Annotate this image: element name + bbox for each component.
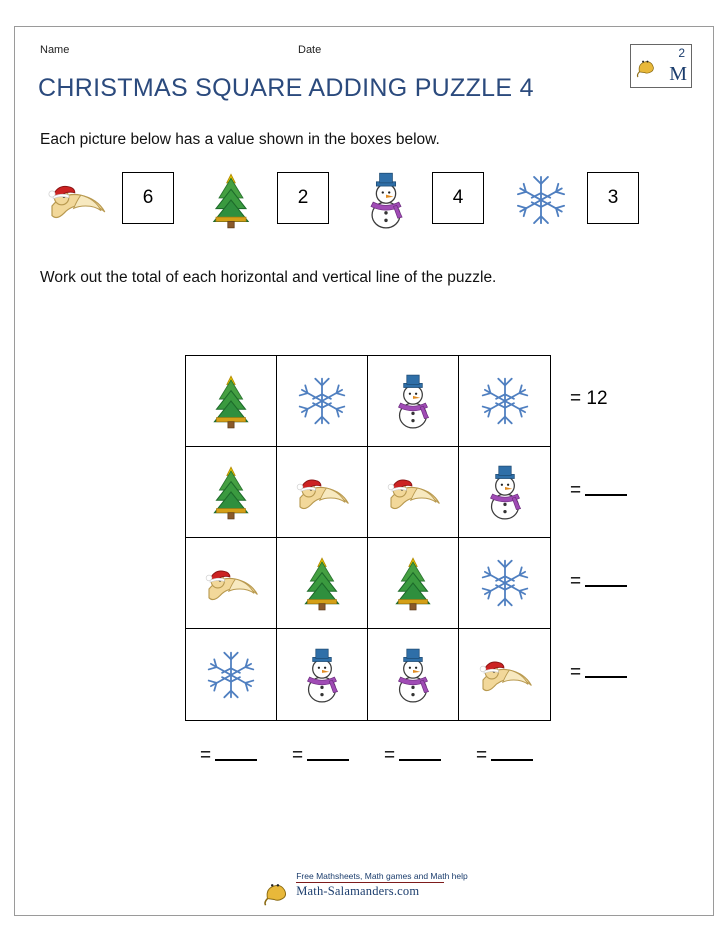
row-total-text: = <box>570 662 582 683</box>
column-total-text: = <box>476 745 488 766</box>
row-total-3[interactable] <box>570 570 627 593</box>
row-total-1 <box>570 388 608 410</box>
math-salamanders-logo <box>630 44 692 88</box>
snowman-icon <box>350 170 422 230</box>
column-total-2[interactable] <box>292 744 349 767</box>
column-total-text: = <box>384 745 396 766</box>
name-label: Name <box>40 44 70 56</box>
instruction-line-2: Work out the total of each horizontal and vertical line of the puzzle. <box>40 269 497 286</box>
column-total-text: = <box>292 745 304 766</box>
snowman-icon <box>386 372 440 430</box>
value-key-row <box>40 170 660 232</box>
snowman-icon <box>478 463 532 521</box>
snowflake-icon <box>476 372 534 430</box>
worm-icon <box>472 647 538 702</box>
answer-blank[interactable] <box>399 744 441 761</box>
grid-cell <box>186 538 277 629</box>
date-label: Date <box>298 44 322 56</box>
row-total-text: = <box>570 571 582 592</box>
footer-divider <box>296 882 444 883</box>
column-total-1[interactable] <box>200 744 257 767</box>
key-item-worm <box>40 170 190 232</box>
salamander-icon <box>260 874 292 908</box>
answer-blank[interactable] <box>585 570 627 587</box>
snowflake-icon <box>293 372 351 430</box>
column-total-4[interactable] <box>476 744 533 767</box>
footer-site-name: Math-Salamanders.com <box>296 884 420 899</box>
salamander-icon <box>635 50 657 82</box>
footer-tagline: Free Mathsheets, Math games and Math help <box>296 871 468 881</box>
grid-cell <box>277 629 368 720</box>
key-item-christmas-tree <box>195 170 345 232</box>
grid-cell <box>368 447 459 538</box>
answer-blank[interactable] <box>585 661 627 678</box>
snowflake-icon <box>202 646 260 704</box>
worm-icon <box>289 465 355 520</box>
christmas-tree-icon <box>205 463 257 521</box>
grid-cell <box>368 629 459 720</box>
christmas-tree-icon <box>195 170 267 230</box>
page-title: CHRISTMAS SQUARE ADDING PUZZLE 4 <box>38 74 534 102</box>
grid-cell <box>459 447 550 538</box>
grid-cell <box>186 629 277 720</box>
snowman-icon <box>295 646 349 704</box>
logo-m-letter: M <box>669 63 687 85</box>
grid-cell <box>459 356 550 447</box>
grid-cell <box>368 356 459 447</box>
column-total-text: = <box>200 745 212 766</box>
grid-cell <box>459 629 550 720</box>
worm-icon <box>40 170 112 230</box>
key-value-box: 2 <box>277 172 329 224</box>
worm-icon <box>380 465 446 520</box>
answer-blank[interactable] <box>585 479 627 496</box>
snowman-icon <box>386 646 440 704</box>
column-total-3[interactable] <box>384 744 441 767</box>
row-total-text: = 12 <box>570 388 608 409</box>
row-total-4[interactable] <box>570 661 627 684</box>
grid-cell <box>368 538 459 629</box>
key-item-snowman <box>350 170 500 232</box>
grid-cell <box>459 538 550 629</box>
answer-blank[interactable] <box>307 744 349 761</box>
key-value-box: 6 <box>122 172 174 224</box>
instruction-line-1: Each picture below has a value shown in the boxes below. <box>40 131 440 148</box>
logo-grade-number: 2 <box>678 46 685 60</box>
row-total-text: = <box>570 480 582 501</box>
christmas-tree-icon <box>296 554 348 612</box>
christmas-tree-icon <box>387 554 439 612</box>
answer-blank[interactable] <box>215 744 257 761</box>
worm-icon <box>198 556 264 611</box>
grid-cell <box>277 447 368 538</box>
answer-blank[interactable] <box>491 744 533 761</box>
key-value-box: 3 <box>587 172 639 224</box>
footer <box>0 872 728 900</box>
puzzle-grid <box>185 355 551 721</box>
grid-cell <box>186 356 277 447</box>
grid-cell <box>186 447 277 538</box>
key-item-snowflake <box>505 170 655 232</box>
snowflake-icon <box>476 554 534 612</box>
key-value-box: 4 <box>432 172 484 224</box>
grid-cell <box>277 538 368 629</box>
grid-cell <box>277 356 368 447</box>
row-total-2[interactable] <box>570 479 627 502</box>
snowflake-icon <box>505 170 577 230</box>
christmas-tree-icon <box>205 372 257 430</box>
